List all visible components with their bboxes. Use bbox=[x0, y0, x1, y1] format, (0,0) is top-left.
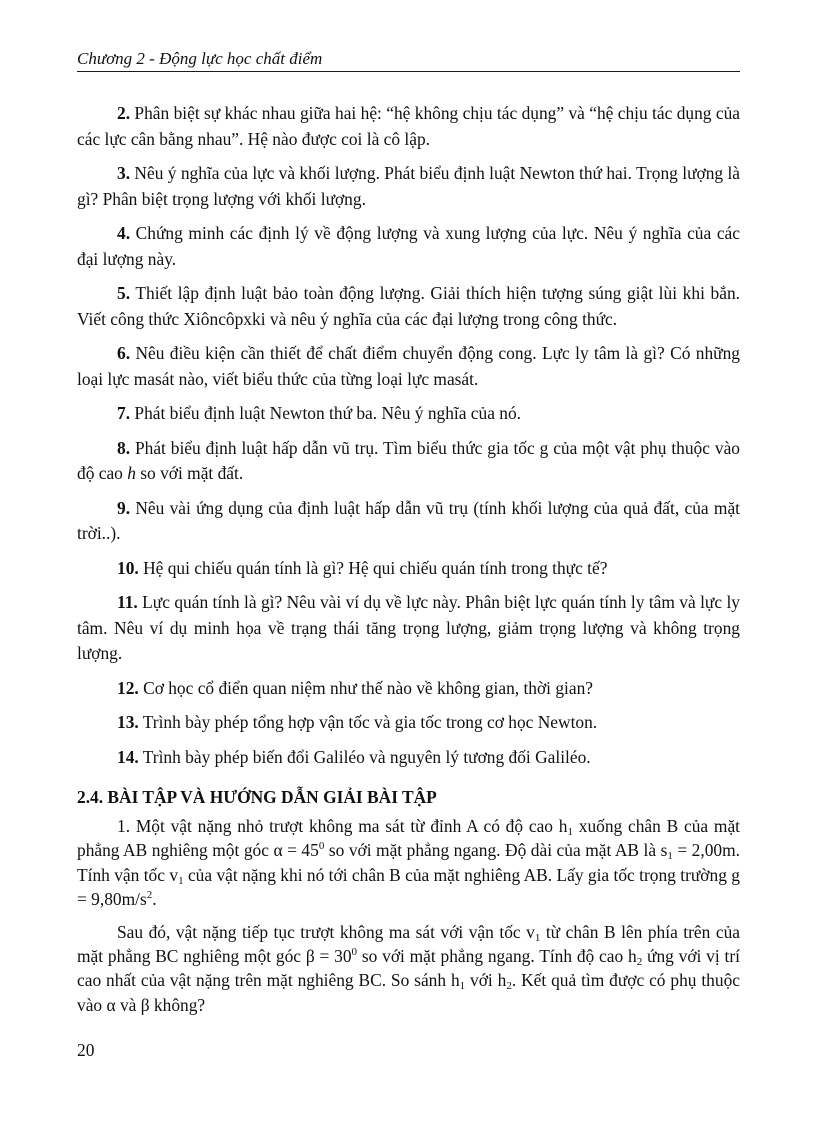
question-text: Trình bày phép tổng hợp vận tốc và gia tốc trong cơ học Newton. bbox=[138, 712, 598, 732]
question-text: Phát biểu định luật hấp dẫn vũ trụ. Tìm biểu thức gia tốc g của một vật phụ thuộc vào độ cao bbox=[77, 437, 740, 483]
running-header: Chương 2 - Động lực học chất điểm bbox=[77, 49, 323, 68]
question-text: Lực quán tính là gì? Nêu vài ví dụ về lực này. Phân biệt lực quán tính ly tâm và lực ly tâm. Nêu ví dụ minh họa về trạng thái tăng trọng lượng, giảm trọng lượng và không trọng lượng. bbox=[77, 592, 740, 663]
exercise-text: Sau đó, vật nặng tiếp tục trượt không ma sát với vận tốc v bbox=[117, 921, 535, 942]
exercise-text: = 45 bbox=[282, 840, 319, 861]
subscript: 2 bbox=[636, 956, 643, 969]
question-item bbox=[77, 590, 740, 667]
question-text: Hệ qui chiếu quán tính là gì? Hệ qui chiếu quán tính trong thực tế? bbox=[138, 557, 608, 578]
section-title: 2.4. BÀI TẬP VÀ HƯỚNG DẪN GIẢI BÀI TẬP bbox=[77, 787, 437, 807]
question-text: Chứng minh các định lý về động lượng và xung lượng của lực. Nêu ý nghĩa của các đại lượng này. bbox=[77, 223, 740, 269]
question-number: 12. bbox=[117, 677, 139, 698]
exercise-text: . Kết quả tìm được có phụ thuộc vào bbox=[77, 970, 740, 1015]
exercise-text: ứng với vị trí cao nhất của vật nặng trên mặt nghiêng BC. So sánh h bbox=[77, 946, 740, 991]
question-text: Phân biệt sự khác nhau giữa hai hệ: “hệ không chịu tác dụng” và “hệ chịu tác dụng của các lực cân bằng nhau”. Hệ nào được coi là cô lập. bbox=[77, 103, 740, 149]
question-item bbox=[77, 341, 740, 392]
question-number: 2. bbox=[117, 103, 131, 123]
question-item bbox=[77, 710, 740, 736]
exercise-text: so với mặt phẳng ngang. Tính độ cao h bbox=[357, 946, 637, 967]
subscript: 1 bbox=[667, 850, 673, 863]
question-text: Nêu vài ứng dụng của định luật hấp dẫn vũ trụ (tính khối lượng của quả đất, của mặt trời..). bbox=[77, 497, 740, 543]
subscript: 1 bbox=[534, 931, 541, 944]
question-text: Cơ học cổ điển quan niệm như thế nào về không gian, thời gian? bbox=[138, 677, 594, 698]
question-item bbox=[77, 676, 740, 702]
page-number: 20 bbox=[77, 1040, 95, 1060]
question-number: 10. bbox=[117, 557, 139, 578]
question-number: 5. bbox=[117, 283, 131, 303]
question-item bbox=[77, 161, 740, 212]
exercise-text: . Một vật nặng nhỏ trượt không ma sát từ đỉnh A có độ cao h bbox=[125, 816, 568, 836]
exercise-text: xuống chân B của mặt phẳng AB nghiêng một góc bbox=[77, 816, 740, 861]
superscript: 0 bbox=[351, 946, 358, 959]
exercise-text: của vật nặng khi nó tới chân B của mặt nghiêng AB. Lấy gia tốc trọng trường g = 9,80m/s bbox=[77, 864, 740, 910]
question-text: Trình bày phép biến đổi Galiléo và nguyên lý tương đối Galiléo. bbox=[138, 746, 591, 767]
superscript: 2 bbox=[146, 889, 153, 902]
question-number: 8. bbox=[117, 437, 131, 458]
question-item bbox=[77, 496, 740, 547]
beta-symbol: β bbox=[140, 994, 150, 1015]
question-text: so với mặt đất. bbox=[135, 463, 244, 483]
exercise-text: = 2,00m. Tính vận tốc v bbox=[77, 840, 740, 885]
question-item bbox=[77, 221, 740, 272]
question-text: Phát biểu định luật Newton thứ ba. Nêu ý nghĩa của nó. bbox=[130, 403, 522, 423]
question-text: Nêu ý nghĩa của lực và khối lượng. Phát biểu định luật Newton thứ hai. Trọng lượng là gì? Phân biệt trọng lượng với khối lượng. bbox=[77, 163, 740, 209]
question-number: 3. bbox=[117, 163, 131, 183]
superscript: 0 bbox=[318, 840, 325, 853]
question-item bbox=[77, 436, 740, 487]
exercise-text: với h bbox=[465, 970, 507, 991]
subscript: 2 bbox=[506, 980, 512, 993]
exercise-paragraph bbox=[77, 920, 740, 1018]
question-text: Nêu điều kiện cần thiết để chất điểm chuyển động cong. Lực ly tâm là gì? Có những loại lực masát nào, viết biểu thức của từng loại lực masát. bbox=[77, 343, 740, 389]
variable-h: h bbox=[127, 463, 136, 483]
exercise-text: từ chân B lên phía trên của mặt phẳng BC nghiêng một góc bbox=[77, 921, 740, 967]
exercise-paragraph bbox=[77, 814, 740, 912]
question-item bbox=[77, 556, 740, 582]
page-content bbox=[77, 101, 740, 1025]
question-item bbox=[77, 281, 740, 332]
question-text: Thiết lập định luật bảo toàn động lượng. Giải thích hiện tượng súng giật lùi khi bắn. Viết công thức Xiôncôpxki và nêu ý nghĩa của các đại lượng trong công thức. bbox=[77, 283, 740, 329]
exercise-number: 1 bbox=[117, 816, 126, 836]
alpha-symbol: α bbox=[106, 994, 116, 1015]
exercise-text: = 30 bbox=[314, 946, 352, 967]
question-number: 14. bbox=[117, 746, 139, 767]
question-number: 11. bbox=[117, 592, 138, 612]
question-item bbox=[77, 101, 740, 152]
alpha-symbol: α bbox=[273, 840, 283, 861]
question-number: 4. bbox=[117, 223, 131, 243]
header-rule bbox=[77, 71, 740, 72]
exercise-text: so với mặt phẳng ngang. Độ dài của mặt AB là s bbox=[324, 840, 668, 861]
exercise-text: không? bbox=[149, 994, 206, 1015]
question-number: 6. bbox=[117, 343, 131, 363]
exercise-text: và bbox=[115, 994, 141, 1015]
question-item bbox=[77, 401, 740, 427]
question-number: 7. bbox=[117, 403, 131, 423]
question-number: 9. bbox=[117, 497, 131, 518]
question-item bbox=[77, 745, 740, 771]
beta-symbol: β bbox=[305, 946, 315, 967]
question-number: 13. bbox=[117, 712, 139, 732]
subscript: 1 bbox=[178, 874, 184, 887]
subscript: 1 bbox=[567, 826, 573, 838]
subscript: 1 bbox=[459, 980, 466, 993]
exercise-text: . bbox=[152, 889, 157, 910]
